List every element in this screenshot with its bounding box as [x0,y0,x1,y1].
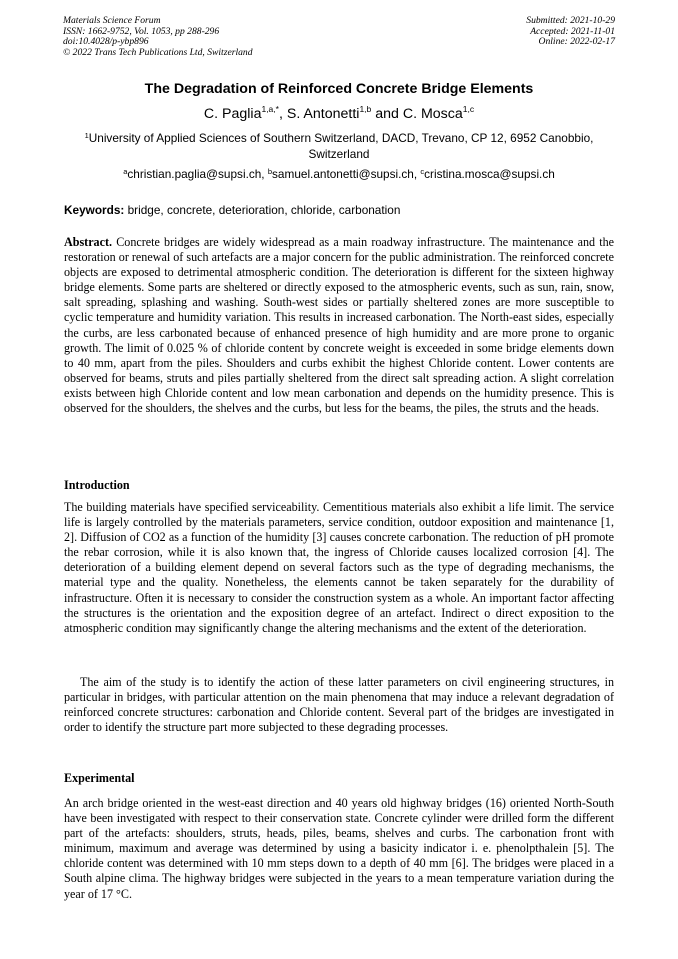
accepted-date: Accepted: 2021-11-01 [530,25,615,37]
online-date: Online: 2022-02-17 [538,36,615,48]
abstract-label: Abstract. [64,235,113,249]
affiliation [63,131,615,162]
section-heading-experimental: Experimental [64,771,135,785]
paper-title: The Degradation of Reinforced Concrete Bridge Elements [144,81,534,97]
email-marker: b [267,167,273,176]
keywords-text: bridge, concrete, deterioration, chloride, carbonation [124,203,401,217]
abstract [64,235,614,416]
section-heading-introduction: Introduction [64,478,130,492]
author-affiliation-marker: 1,c [462,104,475,114]
author-affiliation-marker: 1,b [359,104,372,114]
journal-name: Materials Science Forum [63,15,161,26]
author-separator: , [278,106,287,122]
submitted-date: Submitted: 2021-10-29 [526,15,615,26]
author-name: C. Mosca [402,106,463,122]
submission-dates [526,16,615,48]
introduction-paragraph: The aim of the study is to identify the action of these latter parameters on civil engineering structures, in particular in bridges, with particular attention on the main phenomena that may induce a relevant degradation of reinforced concrete structures: carbonation and Chloride content. Several part of the bridges are investigated in order to identify the structure part more subjected to these degrading processes. [64,675,614,735]
email-marker: a [123,167,128,176]
email-address: cristina.mosca@supsi.ch [424,167,555,181]
abstract-text: Concrete bridges are widely widespread as a main roadway infrastructure. The maintenance and the restoration or renewal of such artefacts are a major concern for the public administration. The reinforced concrete objects are exposed to detrimental atmospheric condition. The deterioration is different for the sixteen highway bridge elements. Some parts are sheltered or directly exposed to the atmospheric events, such as sun, rain, snow, salt spreading, splashing and washing. South-west sides or partially sheltered zones are more susceptible to cyclic temperature and humidity variation. This results in increased carbonation. The North-east sides, especially the curbs, are less carbonated because of enhanced presence of high humidity and are more prone to organic growth. The limit of 0.025 % of chloride content by concrete weight is exceeded in some bridge elements down to 40 mm, apart from the piles. Shoulders and curbs exhibit the highest Chloride content. Lower contents are observed for beams, struts and piles partially sheltered from the direct salt spreading action. A slight correlation exists between high Chloride content and low mean carbonation and depends on the humidity presence. This is observed for the shoulders, the shelves and the curbs, but less for the beams, the piles, the struts and the heads. [64,235,614,416]
author-separator: and [371,106,403,122]
keywords-label: Keywords: [64,203,125,217]
introduction-paragraph: The building materials have specified serviceability. Cementitious materials also exhibit a life limit. The service life is largely controlled by the materials parameters, service condition, outdoor exposition and maintenance [1, 2]. Diffusion of CO2 as a function of the humidity [3] causes concrete carbonation. The reduction of pH promote the rebar corrosion, while it is also known that, the ingress of Chloride causes localized corrosion [4]. The deterioration of a building element depend on several factors such as the type of degrading mechanisms, the material type and the quality. Nonetheless, the elements cannot be taken separately for the durability of infrastructure. Often it is necessary to consider the construction system as a whole. An important factor affecting the structures is the orientation and the exposition degree of an artefact. Indirect o direct exposition to the atmospheric condition may significantly change the altering mechanisms and the extent of the deterioration. [64,500,614,635]
issn-line: ISSN: 1662-9752, Vol. 1053, pp 288-296 [63,25,220,37]
doi-line: doi:10.4028/p-ybp896 [63,36,149,48]
email-marker: c [420,167,425,176]
experimental-paragraph: An arch bridge oriented in the west-east direction and 40 years old highway bridges (16) oriented North-South have been investigated with respect to their conservation state. Concrete cylinder were drilled form the different part of the artefacts: shoulders, struts, heads, piles, beams, shelves and curbs. The carbonation front with minimum, maximum and average was determined by using a basicity indicator i. e. phenolpthalein [5]. The chloride content was determined with 10 mm steps down to a depth of 40 mm [6]. The bridges were placed in a South alpine clima. The highway bridges were subjected in the years to a mean temperature variation during the year of 17 °C. [64,796,614,901]
journal-info [63,16,253,58]
keywords [64,203,614,217]
copyright-line: © 2022 Trans Tech Publications Ltd, Switzerland [63,46,253,58]
author-affiliation-marker: 1,a,* [261,104,279,114]
affiliation-marker: 1 [84,131,89,140]
author-name: S. Antonetti [286,106,360,122]
affiliation-text: University of Applied Sciences of Southern Switzerland, DACD, Trevano, CP 12, 6952 Canobbio, Switzerland [88,131,594,161]
email-address: samuel.antonetti@supsi.ch, [272,167,421,181]
author-name: C. Paglia [203,106,262,122]
email-list [63,167,615,181]
email-address: christian.paglia@supsi.ch, [127,167,268,181]
author-list [40,106,638,122]
